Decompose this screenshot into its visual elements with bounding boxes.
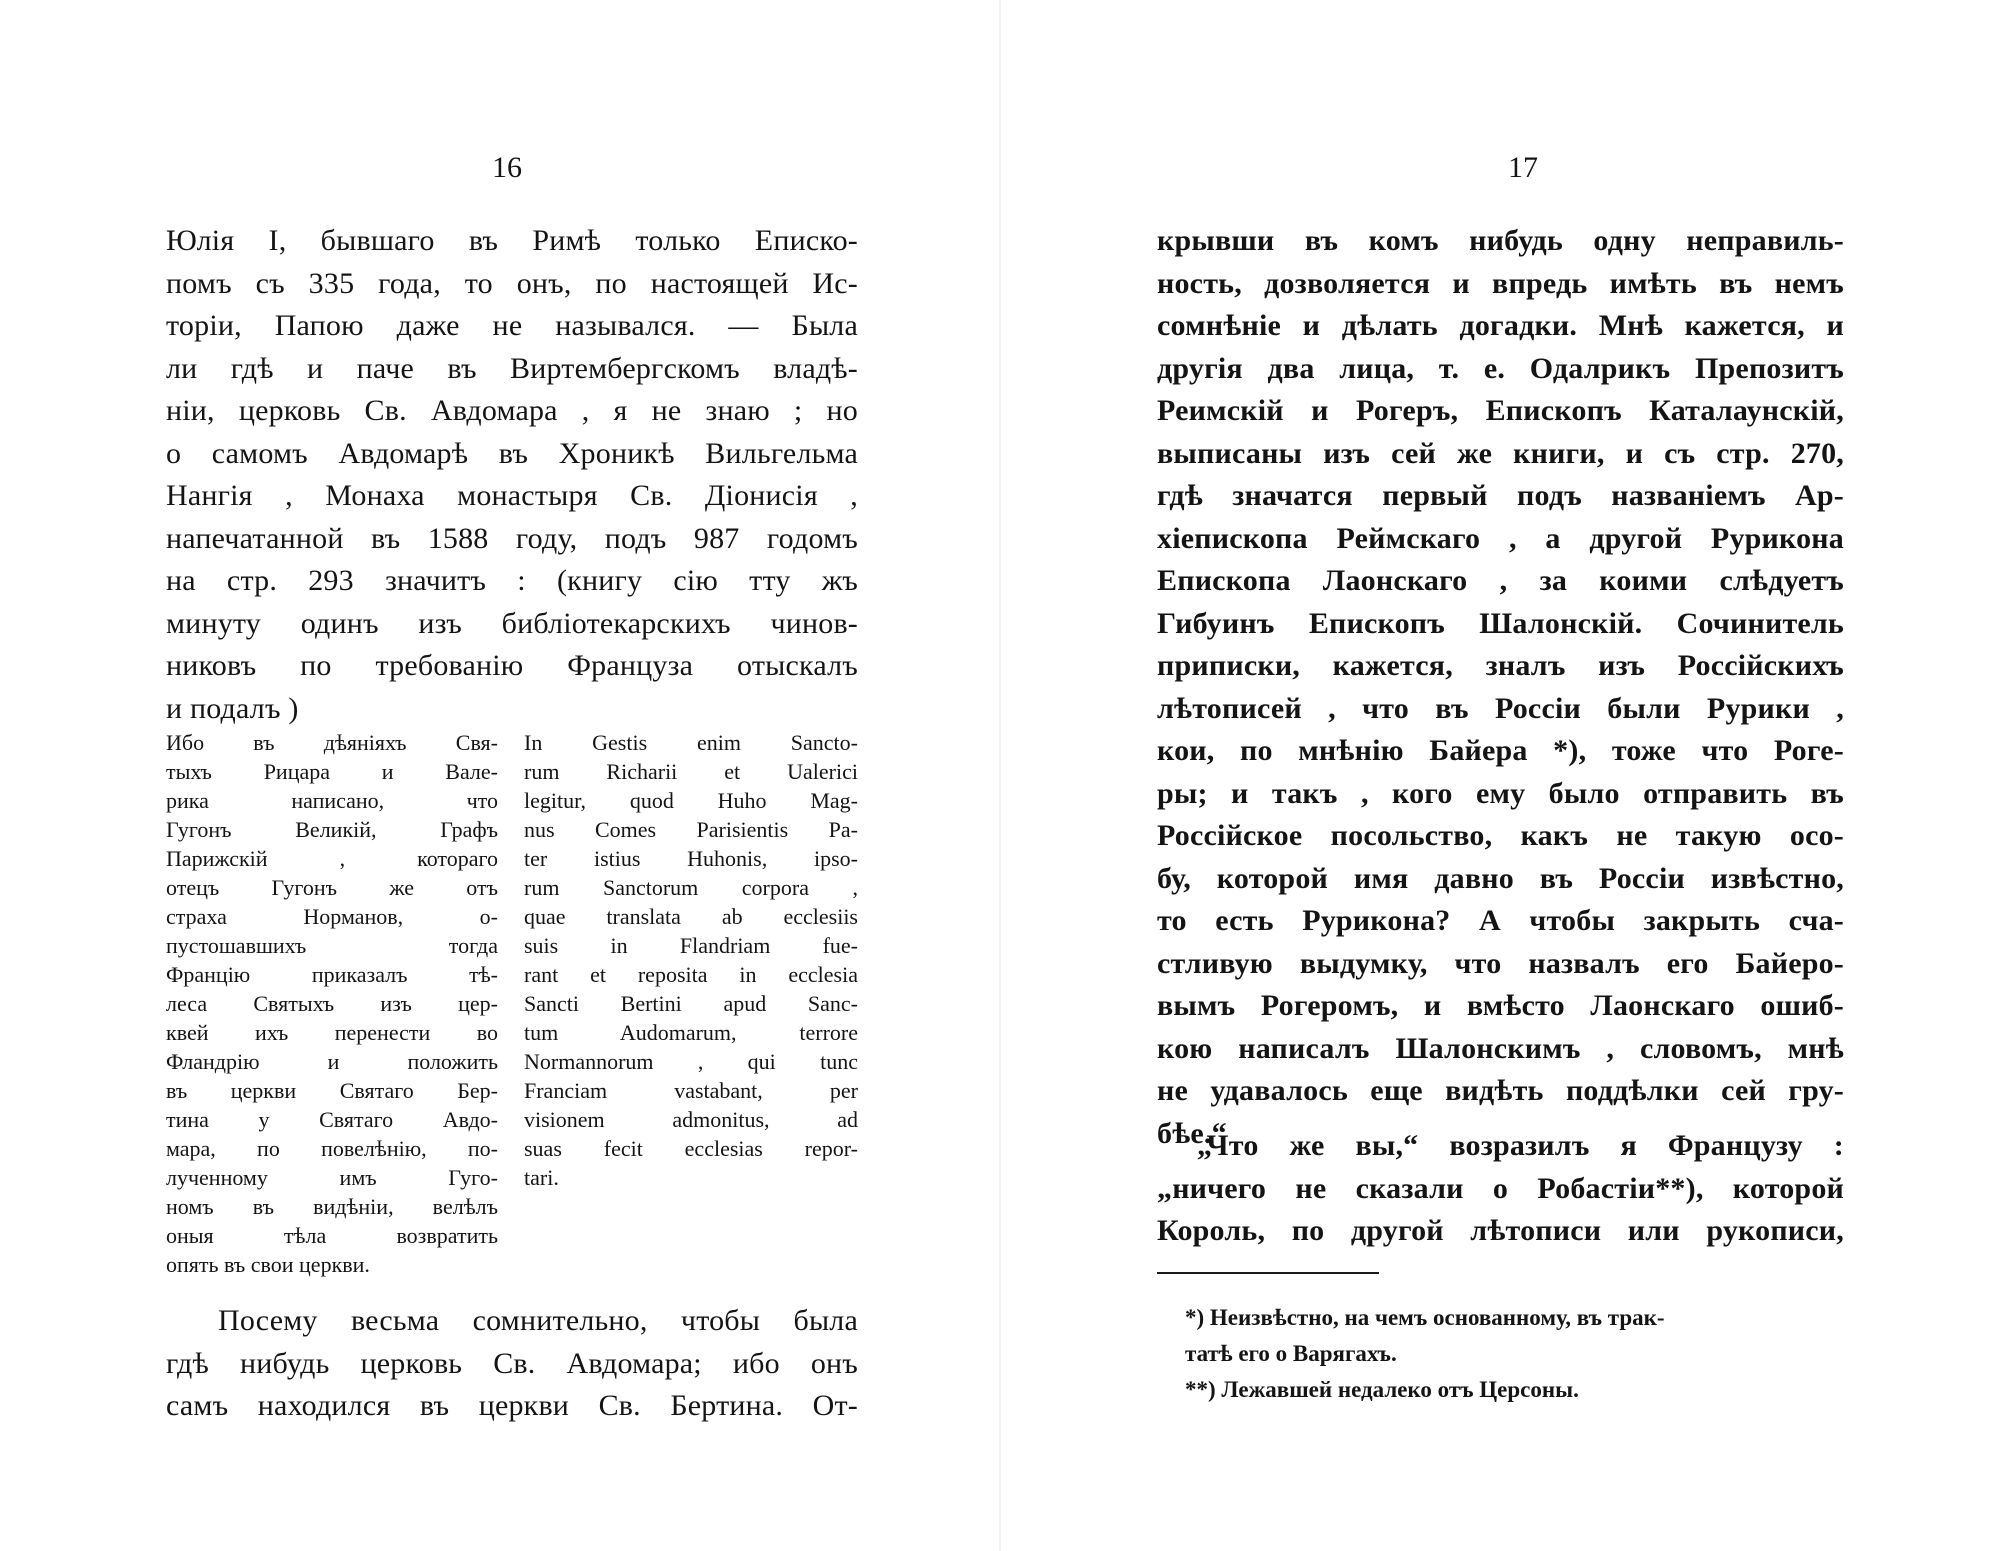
text-line: страха Норманов, о- [166, 904, 498, 929]
latin-quote-column [524, 728, 858, 1192]
text-line: квей ихъ перенести во [166, 1020, 498, 1045]
text-line: tum Audomarum, terrore [524, 1020, 858, 1045]
text-line: suis in Flandriam fue- [524, 933, 858, 958]
text-line: Епископа Лаонскаго , за коими слѣдуетъ [1157, 564, 1844, 597]
text-line: rant et reposita in ecclesia [524, 962, 858, 987]
text-line: леса Святыхъ изъ цер- [166, 991, 498, 1016]
footnote-divider [1157, 1272, 1379, 1274]
text-line: Россійское посольство, какъ не такую осо- [1157, 819, 1844, 852]
text-line: тыхъ Рицара и Вале- [166, 759, 498, 784]
text-line: Реимскій и Рогеръ, Епископъ Каталаунскій, [1157, 394, 1844, 427]
text-line: о самомъ Авдомарѣ въ Хроникѣ Вильгельма [166, 436, 858, 470]
text-line: Юлія I, бывшаго въ Римѣ только Еписко- [166, 224, 858, 257]
text-line: quae translata ab ecclesiis [524, 904, 858, 929]
text-line: вымъ Рогеромъ, и вмѣсто Лаонскаго ошиб- [1157, 989, 1844, 1022]
text-line: рика написано, что [166, 788, 498, 813]
footnote-line: *) Неизвѣстно, на чемъ основанному, въ трак- [1185, 1305, 1665, 1330]
text-line: въ церкви Святаго Бер- [166, 1078, 498, 1103]
text-line: оныя тѣла возвратить [166, 1223, 498, 1248]
text-line: кою написалъ Шалонскимъ , словомъ, мнѣ [1157, 1031, 1844, 1065]
text-line: Францію приказалъ тѣ- [166, 962, 498, 987]
text-line: Парижскій , котораго [166, 846, 498, 871]
text-line: тина у Святаго Авдо- [166, 1107, 498, 1132]
text-line: другія два лица, т. е. Одалрикъ Препозитъ [1157, 351, 1844, 385]
text-line: Ибо въ дѣяніяхъ Свя- [166, 730, 498, 755]
text-line: legitur, quod Huho Mag- [524, 788, 858, 813]
text-line: rum Sanctorum corpora , [524, 875, 858, 900]
text-line: Franciam vastabant, per [524, 1078, 858, 1103]
text-line: хіепископа Реймскаго , а другой Рурикона [1157, 521, 1844, 555]
right-second-paragraph [1157, 1125, 1844, 1253]
text-line: приписки, кажется, зналъ изъ Россійскихъ [1157, 649, 1844, 682]
text-line: ры; и такъ , кого ему было отправить въ [1157, 776, 1844, 810]
text-line: Посему весьма сомнительно, чтобы была [218, 1304, 858, 1337]
text-line: и подалъ ) [166, 691, 299, 725]
text-line: Фландрію и положить [166, 1049, 498, 1074]
text-line: ніи, церковь Св. Авдомара , я не знаю ; но [166, 394, 858, 427]
page-number-right: 17 [1508, 151, 1538, 184]
text-line: Normannorum , qui tunc [524, 1049, 858, 1074]
text-line: гдѣ значатся первый подъ названіемъ Ар- [1157, 479, 1844, 512]
left-tail-paragraph [166, 1300, 858, 1428]
text-line: лѣтописей , что въ Россіи были Рурики , [1157, 691, 1844, 725]
text-line: ность, дозволяется и впредь имѣть въ немъ [1157, 266, 1844, 300]
text-line: гдѣ нибудь церковь Св. Авдомара; ибо онъ [166, 1346, 858, 1380]
text-line: tari. [524, 1165, 559, 1190]
text-line: выписаны изъ сей же книги, и съ стр. 270, [1157, 436, 1844, 470]
text-line: минуту одинъ изъ библіотекарскихъ чинов- [166, 606, 858, 640]
text-line: напечатанной въ 1588 году, подъ 987 годомъ [166, 521, 858, 555]
text-line: Гугонъ Великій, Графъ [166, 817, 498, 842]
footnote-line: татѣ его о Варягахъ. [1185, 1341, 1397, 1366]
text-line: то есть Рурикона? А чтобы закрыть сча- [1157, 904, 1844, 937]
right-main-text [1157, 220, 1844, 1155]
text-line: сомнѣніе и дѣлать догадки. Мнѣ кажется, и [1157, 309, 1844, 342]
text-line: на стр. 293 значитъ : (книгу сію тту жъ [166, 564, 858, 597]
text-line: никовъ по требованію Француза отыскалъ [166, 649, 858, 682]
footnote-line: **) Лежавшей недалеко отъ Церсоны. [1185, 1377, 1579, 1402]
page-number-left: 16 [492, 151, 522, 184]
text-line: „Что же вы,“ возразилъ я Французу : [1197, 1129, 1844, 1162]
text-line: не удавалось еще видѣть поддѣлки сей гру- [1157, 1074, 1844, 1107]
text-line: „ничего не сказали о Робастіи**), которой [1157, 1171, 1844, 1205]
text-line: ли гдѣ и паче въ Виртембергскомъ владѣ- [166, 351, 858, 385]
left-main-text [166, 220, 858, 730]
text-line: номъ въ видѣніи, велѣлъ [166, 1194, 498, 1219]
text-line: suas fecit ecclesias repor- [524, 1136, 858, 1161]
text-line: стливую выдумку, что назвалъ его Байеро- [1157, 946, 1844, 980]
text-line: Гибуинъ Епископъ Шалонскій. Сочинитель [1157, 606, 1844, 640]
text-line: rum Richarii et Ualerici [524, 759, 858, 784]
text-line: торіи, Папою даже не назывался. — Была [166, 309, 858, 342]
text-line: крывши въ комъ нибудь одну неправиль- [1157, 224, 1844, 257]
text-line: бѣе.“ [1157, 1116, 1227, 1150]
text-line: ter istius Huhonis, ipso- [524, 846, 858, 871]
footnotes [1157, 1300, 1844, 1408]
text-line: лученному имъ Гуго- [166, 1165, 498, 1190]
text-line: самъ находился въ церкви Св. Бертина. От- [166, 1389, 858, 1422]
text-line: Sancti Bertini apud Sanc- [524, 991, 858, 1016]
text-line: Король, по другой лѣтописи или рукописи, [1157, 1214, 1844, 1247]
text-line: In Gestis enim Sancto- [524, 730, 858, 755]
text-line: помъ съ 335 года, то онъ, по настоящей Ис- [166, 266, 858, 300]
text-line: отецъ Гугонъ же отъ [166, 875, 498, 900]
text-line: пустошавшихъ тогда [166, 933, 498, 958]
right-page [1000, 0, 2000, 1551]
text-line: visionem admonitus, ad [524, 1107, 858, 1132]
text-line: опять въ свои церкви. [166, 1252, 370, 1277]
text-line: nus Comes Parisientis Pa- [524, 817, 858, 842]
text-line: мара, по повелѣнію, по- [166, 1136, 498, 1161]
text-line: бу, которой имя давно въ Россіи извѣстно, [1157, 861, 1844, 895]
russian-quote-column [166, 728, 498, 1279]
text-line: Нангія , Монаха монастыря Св. Діонисія , [166, 479, 858, 512]
text-line: кои, по мнѣнію Байера *), тоже что Роге- [1157, 734, 1844, 767]
